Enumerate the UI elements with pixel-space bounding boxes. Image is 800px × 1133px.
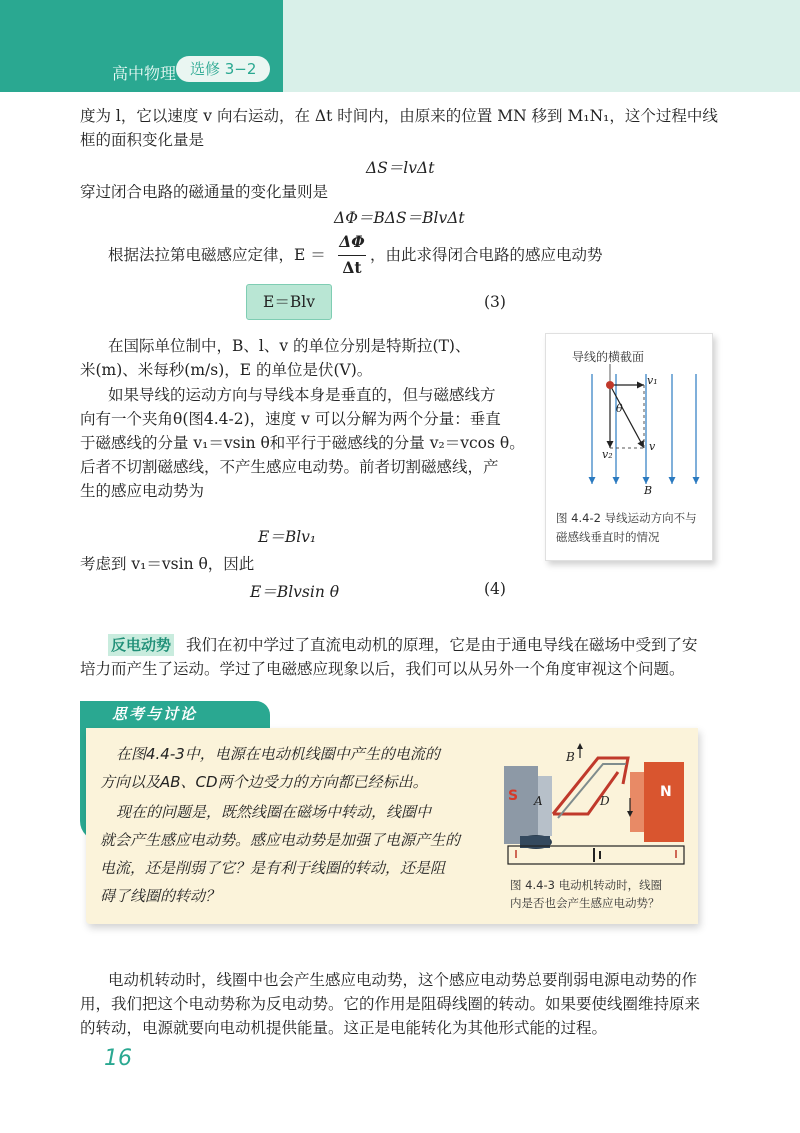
body-line: 电动机转动时，线圈中也会产生感应电动势，这个感应电动势总要削弱电源电动势的作 <box>108 971 698 989</box>
body-line: 后者不切割磁感线，不产生感应电动势。前者切割磁感线，产 <box>80 458 499 476</box>
body-line: 用，我们把这个电动势称为反电动势。它的作用是阻碍线圈的转动。如果要使线圈维持原来 <box>80 995 701 1013</box>
vector-label-v1: v₁ <box>647 374 658 387</box>
header-banner-light <box>283 0 800 92</box>
body-line: 向有一个夹角θ(图4.4-2)，速度 v 可以分解为两个分量：垂直 <box>80 410 501 428</box>
wire-cross-section <box>606 381 614 389</box>
page-number: 16 <box>104 1046 132 1071</box>
fraction-bar <box>338 255 366 256</box>
book-title: 高中物理 <box>112 64 177 83</box>
coil-label-B: B <box>566 750 575 764</box>
discussion-line: 方向以及AB、CD两个边受力的方向都已经标出。 <box>100 773 428 791</box>
discussion-title: 思考与讨论 <box>112 705 198 723</box>
fraction-denominator: Δt <box>342 258 362 277</box>
equation-flux-change: ΔΦ＝BΔS＝BlvΔt <box>334 209 465 227</box>
body-line: 的转动，电源就要向电动机提供能量。这正是电能转化为其他形式能的过程。 <box>80 1019 608 1037</box>
vector-label-v2: v₂ <box>602 448 613 461</box>
body-line: 米(m)、米每秒(m/s)，E 的单位是伏(V)。 <box>80 361 373 379</box>
body-line: 如果导线的运动方向与导线本身是垂直的，但与磁感线方 <box>108 386 496 404</box>
discussion-panel <box>86 728 698 924</box>
figure-4-4-2 <box>545 333 713 561</box>
body-line: 穿过闭合电路的磁通量的变化量则是 <box>80 183 329 201</box>
body-line: 考虑到 v₁＝vsin θ，因此 <box>80 555 255 573</box>
discussion-line: 碍了线圈的转动？ <box>100 887 221 905</box>
field-label-B: B <box>644 484 653 497</box>
figure-caption: 内是否也会产生感应电动势？ <box>510 896 660 910</box>
body-line: 培力而产生了运动。学过了电磁感应现象以后，我们可以从另外一个角度审视这个问题。 <box>80 660 685 678</box>
figure-label: 导线的横截面 <box>572 350 645 364</box>
figure-caption: 图 4.4-2 导线运动方向不与 <box>556 511 697 525</box>
equation-area-change: ΔS＝lvΔt <box>366 159 435 177</box>
body-line: 生的感应电动势为 <box>80 482 205 500</box>
magnet-label-N: N <box>660 784 672 800</box>
magnet-label-S: S <box>508 788 519 804</box>
equation-number: (4) <box>484 580 506 598</box>
discussion-line: 电流，还是削弱了它？是有利于线圈的转动，还是阻 <box>100 859 446 877</box>
discussion-line: 在图4.4-3中，电源在电动机线圈中产生的电流的 <box>116 745 440 763</box>
body-line: 于磁感线的分量 v₁＝vsin θ和平行于磁感线的分量 v₂＝vcos θ。 <box>80 434 525 452</box>
body-line: 在国际单位制中，B、l、v 的单位分别是特斯拉(T)、 <box>108 337 471 355</box>
volume-badge: 选修 3−2 <box>176 56 270 82</box>
equation-emf-theta: E＝Blvsin θ <box>250 583 340 601</box>
coil-label-D: D <box>600 794 610 808</box>
discussion-line: 现在的问题是，既然线圈在磁场中转动，线圈中 <box>116 803 432 821</box>
figure-caption: 磁感线垂直时的情况 <box>556 530 660 544</box>
discussion-line: 就会产生感应电动势。感应电动势是加强了电源产生的 <box>100 831 461 849</box>
angle-label-theta: θ <box>616 402 623 415</box>
body-line: 我们在初中学过了直流电动机的原理，它是由于通电导线在磁场中受到了安 <box>186 636 698 654</box>
equation-number: (3) <box>484 293 506 311</box>
coil-label-A: A <box>534 794 543 808</box>
motor-diagram <box>498 738 694 868</box>
fraction-numerator: ΔΦ <box>339 232 365 251</box>
keyword-back-emf: 反电动势 <box>108 634 174 656</box>
figure-caption: 图 4.4-3 电动机转动时，线圈 <box>510 878 663 892</box>
body-line: 根据法拉第电磁感应定律，E ＝ <box>108 246 326 264</box>
equation-emf-v1: E＝Blv₁ <box>258 528 317 546</box>
body-line: ，由此求得闭合电路的感应电动势 <box>370 246 603 264</box>
highlighted-equation: E＝Blv <box>246 284 332 320</box>
vector-label-v: v <box>649 440 656 453</box>
body-line: 框的面积变化量是 <box>80 131 205 149</box>
body-line: 度为 l，它以速度 v 向右运动，在 Δt 时间内，由原来的位置 MN 移到 M₁N₁，这个过程中线 <box>80 107 718 125</box>
